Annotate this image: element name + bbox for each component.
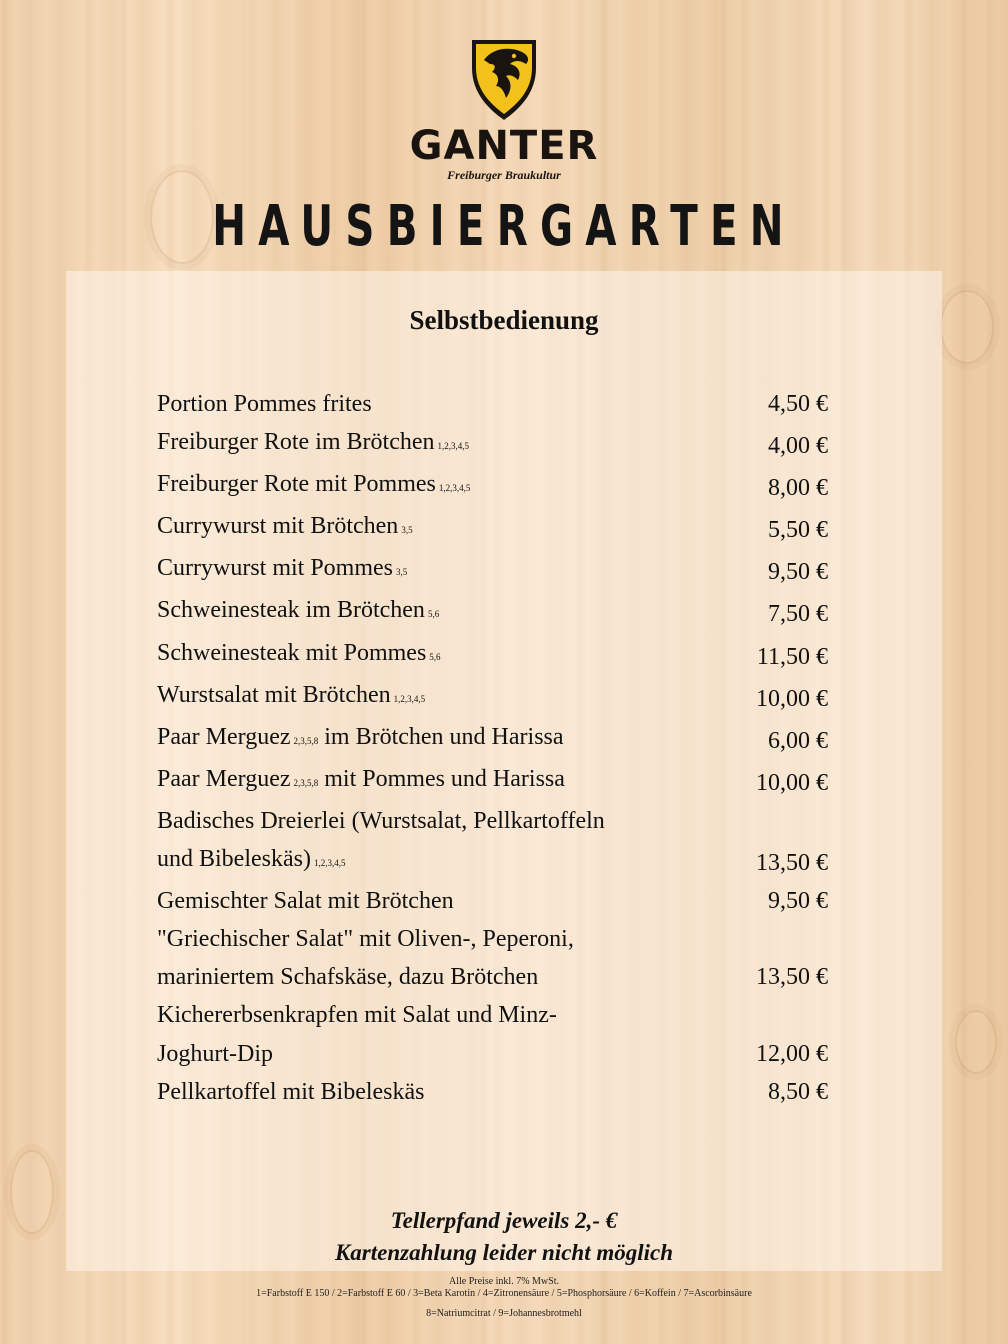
menu-item-name	[157, 920, 574, 996]
additive-note: 5,6	[427, 609, 440, 620]
menu-item	[157, 676, 828, 718]
menu-item	[157, 760, 828, 802]
additive-note: 3,5	[396, 567, 408, 578]
menu-item	[157, 634, 828, 676]
menu-item	[157, 465, 828, 507]
menu-item-price: 8,50 €	[768, 1078, 828, 1105]
menu-item-text: Currywurst mit Pommes	[157, 555, 394, 582]
menu-item-text: Paar Merguez	[157, 723, 291, 750]
menu-item-text-continued: im Brötchen und Harissa	[324, 723, 564, 750]
additive-note: 1,2,3,4,5	[393, 693, 426, 704]
menu-item	[157, 802, 828, 882]
footer-notes	[0, 1205, 1008, 1269]
additives-list: 1=Farbstoff E 150 / 2=Farbstoff E 60 / 3=Beta Karotin / 4=Zitronensäure / 5=Phosphorsäure / 6=Koffein / 7=Ascorbinsäure	[256, 1288, 752, 1299]
menu-item-text: Currywurst mit Brötchen	[157, 513, 399, 540]
menu-item-text-continued: mit Pommes und Harissa	[324, 765, 565, 792]
menu-item-text: Pellkartoffel mit Bibeleskäs	[157, 1078, 425, 1105]
menu-item-text: mariniertem Schafskäse, dazu Brötchen	[157, 964, 539, 991]
menu-item-price: 10,00 €	[756, 769, 828, 796]
menu-item-price: 4,50 €	[768, 391, 828, 417]
additive-note: 1,2,3,4,5	[437, 441, 469, 452]
menu-item-text: Wurstsalat mit Brötchen	[157, 681, 391, 708]
eagle-shield-icon	[470, 38, 538, 122]
additive-note: 5,6	[429, 651, 441, 662]
brand-name: GANTER	[409, 123, 599, 169]
menu-item-name	[157, 718, 564, 760]
menu-item-name	[157, 423, 469, 465]
menu-item-price: 8,00 €	[768, 475, 828, 502]
menu-item	[157, 718, 828, 760]
ganter-logo	[0, 38, 1008, 183]
menu-item-name	[157, 760, 565, 802]
menu-item-price: 11,50 €	[756, 643, 828, 670]
additive-note: 1,2,3,4,5	[313, 858, 346, 869]
menu-item-name	[157, 507, 413, 549]
menu-item-price: 4,00 €	[768, 433, 828, 460]
payment-note: Kartenzahlung leider nicht möglich	[334, 1240, 674, 1265]
menu-item-name	[157, 385, 372, 423]
additive-note: 1,2,3,4,5	[438, 483, 471, 494]
additives-list-continued: 8=Natriumcitrat / 9=Johannesbrotmehl	[426, 1308, 582, 1319]
menu-item-text: Joghurt-Dip	[157, 1040, 273, 1067]
menu-item-text: Freiburger Rote im Brötchen	[157, 429, 435, 456]
page-title: HAUSBIERGARTEN	[212, 194, 796, 259]
menu-item-text: Gemischter Salat mit Brötchen	[157, 888, 454, 915]
menu-item-name	[157, 1073, 425, 1111]
menu-item	[157, 507, 828, 549]
menu-item-price: 9,50 €	[768, 559, 828, 586]
menu-list	[157, 385, 828, 1111]
menu-item	[157, 1073, 828, 1111]
menu-item-name	[157, 549, 407, 591]
menu-item-name	[157, 591, 439, 633]
menu-item-text: "Griechischer Salat" mit Oliven-, Peperoni,	[157, 926, 574, 953]
additive-note: 2,3,5,8	[293, 735, 319, 746]
menu-item	[157, 423, 828, 465]
menu-item-text: Badisches Dreierlei (Wurstsalat, Pellkartoffeln	[157, 807, 605, 834]
menu-item-text: Schweinesteak im Brötchen	[157, 597, 425, 624]
menu-item-name	[157, 802, 605, 882]
menu-item	[157, 996, 828, 1072]
fine-print	[0, 1276, 1008, 1320]
vat-note: Alle Preise inkl. 7% MwSt.	[449, 1276, 559, 1287]
menu-item-price: 9,50 €	[768, 888, 828, 915]
menu-item-price: 5,50 €	[768, 517, 828, 544]
menu-item	[157, 549, 828, 591]
menu-item-text: und Bibeleskäs)	[157, 846, 311, 873]
menu-item-price: 6,00 €	[768, 727, 828, 754]
menu-item-price: 7,50 €	[768, 601, 828, 628]
menu-item-name	[157, 996, 557, 1072]
menu-item-price: 10,00 €	[756, 685, 828, 712]
section-title: Selbstbedienung	[409, 305, 599, 335]
menu-item-text: Freiburger Rote mit Pommes	[157, 471, 436, 498]
menu-item	[157, 882, 828, 920]
menu-item-text: Portion Pommes frites	[157, 391, 372, 417]
menu-item-name	[157, 676, 425, 718]
additive-note: 3,5	[401, 525, 413, 536]
additive-note: 2,3,5,8	[293, 777, 319, 788]
menu-item-name	[157, 465, 470, 507]
brand-tagline: Freiburger Braukultur	[447, 168, 561, 182]
menu-item	[157, 385, 828, 423]
menu-item-text: Schweinesteak mit Pommes	[157, 639, 427, 666]
menu-item-text: Kichererbsenkrapfen mit Salat und Minz-	[157, 1002, 557, 1029]
menu-item-price: 13,50 €	[756, 964, 828, 991]
menu-item-text: Paar Merguez	[157, 765, 291, 792]
wood-knot	[955, 1010, 997, 1074]
menu-item-price: 13,50 €	[756, 850, 828, 877]
menu-item-price: 12,00 €	[756, 1040, 828, 1067]
menu-item	[157, 591, 828, 633]
menu-item-name	[157, 882, 454, 920]
menu-item	[157, 920, 828, 996]
menu-item-name	[157, 634, 441, 676]
deposit-note: Tellerpfand jeweils 2,- €	[390, 1208, 618, 1233]
